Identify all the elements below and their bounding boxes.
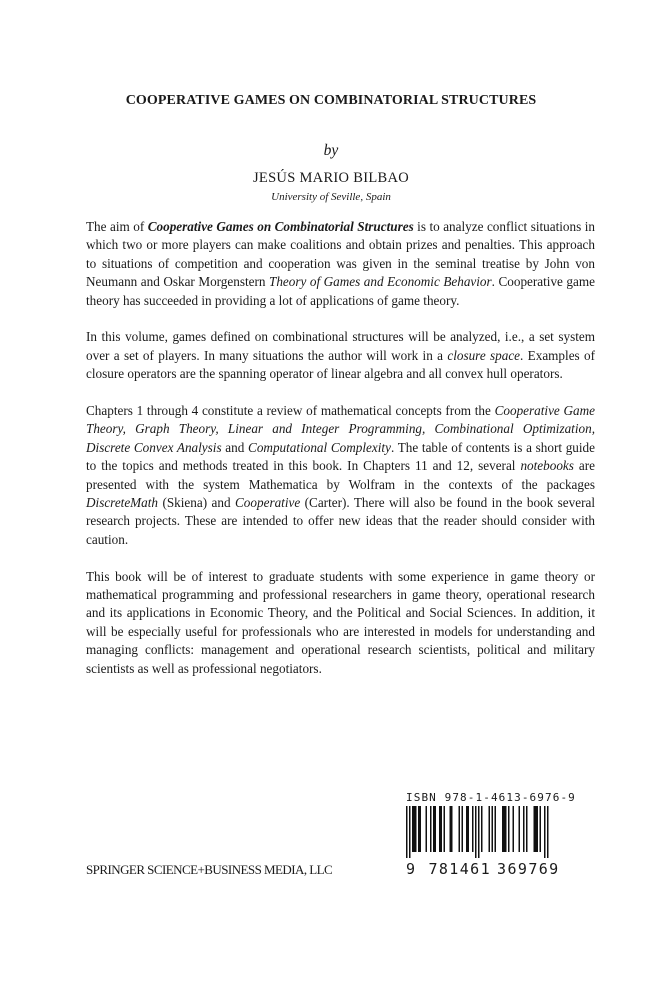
ean-right-group: 369769 xyxy=(497,860,560,878)
paragraph xyxy=(86,218,595,310)
barcode-bar xyxy=(475,806,477,858)
barcode-bar xyxy=(534,806,536,852)
text-run: . Examples of closure operators are the spanning operator of linear algebra and all convex hull operators. xyxy=(86,347,595,382)
barcode-bar xyxy=(478,806,480,858)
barcode-bar xyxy=(412,806,414,852)
isbn-text: ISBN 978-1-4613-6976-9 xyxy=(406,791,576,804)
text-run: The aim of xyxy=(86,219,148,234)
barcode-bar xyxy=(537,806,539,852)
description-text xyxy=(86,218,595,697)
ean-digits xyxy=(406,860,560,878)
ean-barcode xyxy=(400,806,550,858)
barcode-bar xyxy=(472,806,474,852)
barcode-bar xyxy=(430,806,432,852)
ean-first-digit: 9 xyxy=(406,860,417,878)
barcode-bar xyxy=(547,806,549,858)
barcode-bar xyxy=(526,806,528,852)
text-run: is to analyze conflict situations in which two or more players can make coalitions and obtain prizes and penalties. This approach to situations of competition and cooperation was given in the seminal treatise by John von Neumann and Oskar Morgenstern xyxy=(86,219,595,290)
barcode-bar xyxy=(433,806,435,852)
by-line: by xyxy=(323,142,339,159)
text-run: (Skiena) and xyxy=(158,495,236,511)
text-run: Cooperative xyxy=(235,495,301,511)
barcode-bar xyxy=(418,806,420,852)
barcode-bar xyxy=(489,806,491,852)
barcode-bar xyxy=(513,806,515,852)
text-run: Theory of Games and Economic Behavior xyxy=(269,274,492,290)
barcode-bar xyxy=(406,806,408,858)
text-run: Chapters 1 through 4 constitute a review of mathematical concepts from the xyxy=(86,403,495,419)
barcode-bar xyxy=(505,806,507,852)
barcode-bar xyxy=(450,806,452,852)
text-run: Cooperative Games on Combinatorial Structures xyxy=(147,219,414,234)
text-run: (Carter). There will also be found in the book several research projects. These are intended to offer new ideas that the reader should consider with caution. xyxy=(86,495,595,547)
barcode-bar xyxy=(444,806,446,852)
barcode-bar xyxy=(414,806,416,852)
barcode-bar xyxy=(502,806,504,852)
barcode-bar xyxy=(504,806,506,852)
barcode-bar xyxy=(439,806,441,852)
barcode-bar xyxy=(441,806,443,852)
barcode-bar xyxy=(468,806,470,852)
barcode-bar xyxy=(420,806,422,852)
text-run: are presented with the system Mathematica by Wolfram in the contexts of the packages xyxy=(86,458,595,492)
barcode-bar xyxy=(540,806,542,852)
text-run: This book will be of interest to graduate students with some experience in game theory or mathematical programming and professional researchers in game theory, operational research and its applications in Economic Theory, and the Political and Social Sciences. In addition, it will be especially useful for professionals who are interested in models for understanding and managing conflicts: management and operational research scientists, political and military scientists as well as professional negotiators. xyxy=(86,568,595,676)
barcode-bar xyxy=(508,806,510,852)
barcode-bar xyxy=(426,806,428,852)
barcode-bar xyxy=(462,806,464,852)
text-run: Computational Complexity xyxy=(248,439,391,455)
barcode-bar xyxy=(544,806,546,858)
text-run: . Cooperative game theory has succeeded in providing a lot of applications of game theory. xyxy=(86,274,595,308)
paragraph xyxy=(86,328,595,383)
barcode-bar xyxy=(481,806,483,852)
barcode-bar xyxy=(523,806,525,852)
author-name: JESÚS MARIO BILBAO xyxy=(252,170,410,186)
text-run: DiscreteMath xyxy=(86,495,159,511)
barcode-bar xyxy=(492,806,494,852)
barcode-bar xyxy=(415,806,417,852)
text-run: . The table of contents is a short guide to the topics and methods treated in this book. In Chapters 11 and 12, several xyxy=(86,439,596,474)
text-run: closure space xyxy=(447,347,521,363)
barcode-bar xyxy=(435,806,437,852)
paragraph xyxy=(86,402,595,549)
author-affiliation: University of Seville, Spain xyxy=(271,191,391,203)
barcode-bar xyxy=(466,806,468,852)
barcode-bar xyxy=(409,806,411,858)
barcode-bar xyxy=(519,806,521,852)
barcode-bar xyxy=(459,806,461,852)
text-run: Cooperative Game Theory, Graph Theory, Linear and Integer Programming, Combinational Optimization, Discrete Convex Analysis xyxy=(86,403,595,455)
ean-left-group: 781461 xyxy=(428,860,492,878)
text-run: and xyxy=(221,439,249,455)
text-run: In this volume, games defined on combinational structures will be analyzed, i.e., a set system over a set of players. In many situations the author will work in a xyxy=(86,329,595,363)
barcode-bar xyxy=(451,806,453,852)
barcode-bar xyxy=(535,806,537,852)
book-title: COOPERATIVE GAMES ON COMBINATORIAL STRUCTURES xyxy=(125,93,537,108)
paragraph xyxy=(86,568,595,678)
text-run: notebooks xyxy=(520,458,574,474)
publisher-name: SPRINGER SCIENCE+BUSINESS MEDIA, LLC xyxy=(86,862,333,877)
barcode-bar xyxy=(495,806,497,852)
